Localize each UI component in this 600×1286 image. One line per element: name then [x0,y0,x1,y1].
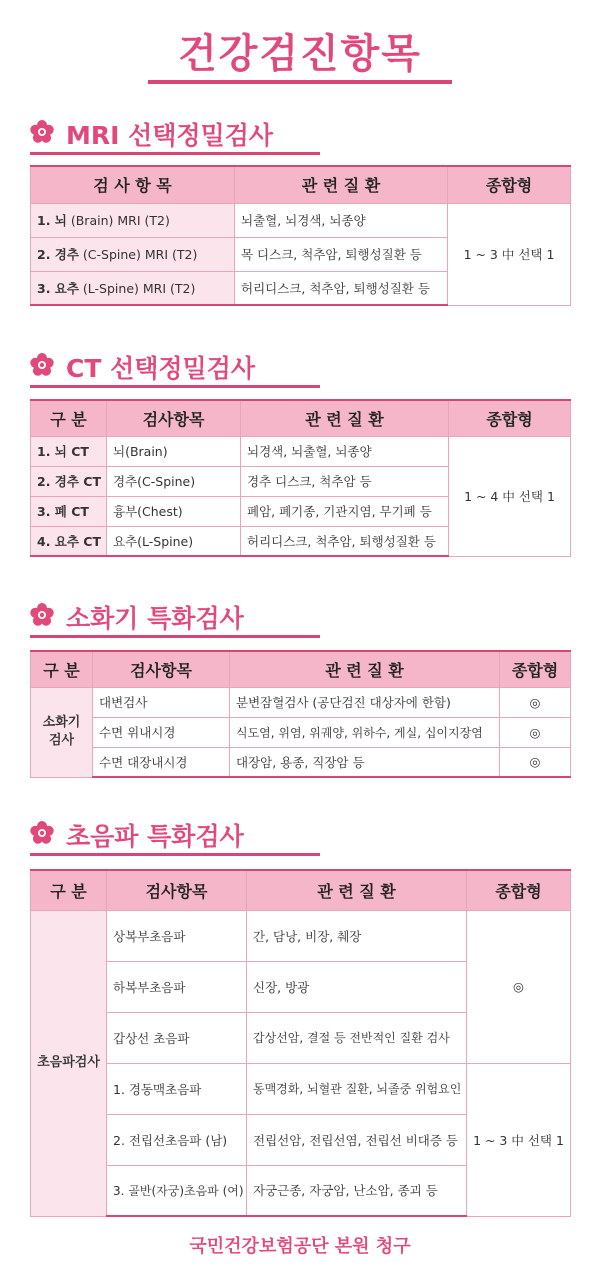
row-disease: 뇌경색, 뇌출혈, 뇌종양 [241,436,449,466]
table-row [31,910,571,961]
row-disease: 간, 담낭, 비장, 췌장 [247,910,467,961]
row-disease: 허리디스크, 척추암, 퇴행성질환 등 [241,526,449,556]
row-disease: 허리디스크, 척추암, 퇴행성질환 등 [235,271,448,305]
row-disease: 경추 디스크, 척추암 등 [241,466,449,496]
section-title-ultrasound: 초음파 특화검사 [66,822,244,851]
section-title-digestive: 소화기 특화검사 [66,604,244,633]
row-item: 2. 전립선초음파 (남) [107,1114,247,1165]
header-disease: 관 련 질 환 [235,166,448,203]
row-disease: 대장암, 용종, 직장암 등 [230,747,500,777]
header-package: 종합형 [500,651,571,687]
row-item-num: 2. 경추 [37,247,79,262]
row-package: ◎ [500,687,571,717]
table-header-row [31,400,571,436]
header-category: 구 분 [31,651,93,687]
row-category: 1. 뇌 CT [31,436,107,466]
mri-table [30,165,571,306]
section-header-mri [30,116,330,156]
ultrasound-table [30,869,571,1217]
table-row [31,436,571,466]
row-item: 상복부초음파 [107,910,247,961]
header-disease: 관 련 질 환 [230,651,500,687]
row-disease: 갑상선암, 결절 등 전반적인 질환 검사 [247,1012,467,1063]
section-underline [30,635,320,638]
table-row [31,687,571,717]
row-category: 3. 폐 CT [31,496,107,526]
row-package: 1 ~ 4 中 선택 1 [449,436,571,556]
header-package: 종합형 [449,400,571,436]
row-category: 2. 경추 CT [31,466,107,496]
row-item: 수면 대장내시경 [93,747,230,777]
row-disease: 식도염, 위염, 위궤양, 위하수, 게실, 십이지장염 [230,717,500,747]
row-item-text: (L-Spine) MRI (T2) [78,280,196,296]
row-disease: 뇌출혈, 뇌경색, 뇌종양 [235,203,448,237]
row-item: 흉부(Chest) [107,496,241,526]
table-header-row [31,166,571,203]
header-item: 검 사 항 목 [31,166,235,203]
flower-icon [30,353,54,377]
row-package: 1 ~ 3 中 선택 1 [448,203,571,305]
header-category: 구 분 [31,400,107,436]
table-row [31,203,571,237]
section-header-ct [30,349,330,389]
row-package: ◎ [500,747,571,777]
header-package: 종합형 [448,166,571,203]
page-title: 건강검진항목 [178,31,422,77]
row-item [31,271,235,305]
row-group: 초음파검사 [31,910,107,1216]
row-disease: 신장, 방광 [247,961,467,1012]
row-item-num: 1. 뇌 [37,213,67,228]
table-header-row [31,870,571,910]
row-item: 경추(C-Spine) [107,466,241,496]
row-item: 갑상선 초음파 [107,1012,247,1063]
row-disease: 동맥경화, 뇌혈관 질환, 뇌졸중 위험요인 [247,1063,467,1114]
row-item: 하복부초음파 [107,961,247,1012]
table-row [31,717,571,747]
section-title-ct: CT 선택정밀검사 [66,354,256,383]
flower-icon [30,603,54,627]
row-package: ◎ [500,717,571,747]
section-underline [30,853,320,856]
section-title-mri: MRI 선택정밀검사 [66,121,274,150]
row-item-text: (C-Spine) MRI (T2) [78,247,198,262]
row-item-num: 3. 요추 [37,280,79,296]
title-underline [148,80,452,84]
section-header-digestive [30,599,330,639]
row-item-text: (Brain) MRI (T2) [66,213,170,228]
row-item: 수면 위내시경 [93,717,230,747]
section-underline [30,385,320,388]
row-item: 요추(L-Spine) [107,526,241,556]
row-disease: 폐암, 폐기종, 기관지염, 무기폐 등 [241,496,449,526]
row-package: ◎ [467,910,571,1063]
header-item: 검사항목 [107,400,241,436]
header-disease: 관 련 질 환 [241,400,449,436]
header-package: 종합형 [467,870,571,910]
row-group: 소화기 검사 [31,687,93,777]
row-item: 대변검사 [93,687,230,717]
section-underline [30,152,320,155]
header-item: 검사항목 [93,651,230,687]
digestive-table [30,650,571,778]
row-category: 4. 요추 CT [31,526,107,556]
row-item [31,237,235,271]
table-row [31,747,571,777]
header-disease: 관 련 질 환 [247,870,467,910]
row-disease: 전립선암, 전립선염, 전립선 비대증 등 [247,1114,467,1165]
table-header-row [31,651,571,687]
header-category: 구 분 [31,870,107,910]
row-item: 뇌(Brain) [107,436,241,466]
table-row [31,1063,571,1114]
row-disease: 자궁근종, 자궁암, 난소암, 종괴 등 [247,1165,467,1216]
header-item: 검사항목 [107,870,247,910]
row-item: 1. 경동맥초음파 [107,1063,247,1114]
flower-icon [30,821,54,845]
row-package: 1 ~ 3 中 선택 1 [467,1063,571,1216]
row-disease: 목 디스크, 척추암, 퇴행성질환 등 [235,237,448,271]
section-header-ultrasound [30,817,330,857]
flower-icon [30,120,54,144]
ct-table [30,399,571,557]
row-disease: 분변잠혈검사 (공단검진 대상자에 한함) [230,687,500,717]
row-item [31,203,235,237]
footer-text: 국민건강보험공단 본원 청구 [189,1236,411,1257]
row-item: 3. 골반(자궁)초음파 (여) [107,1165,247,1216]
